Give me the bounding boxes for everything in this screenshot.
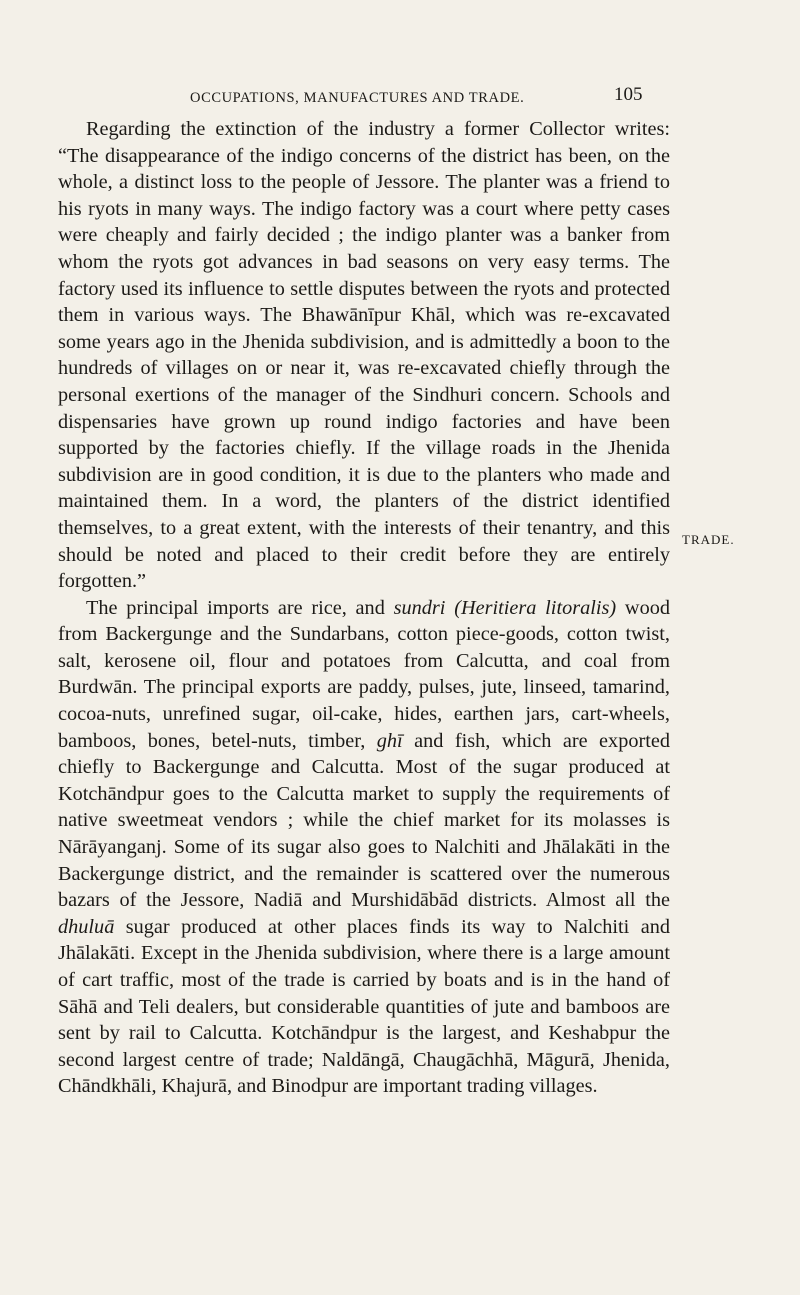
trade-text-1: The principal imports are rice, and [86,596,394,619]
trade-text-2 [445,597,454,619]
italic-sundri: sundri [393,596,446,619]
trade-text-4: and fish, which are exported chiefly to Backergunge and Calcutta. Most of the sugar produced at Kotchāndpur goes to the Calcutta market to supply the requirements of native sweetmeat vendors ; while the chief market for its molasses is Nārāyanganj. Some of its sugar also goes to Nalchiti and Jhālakāti in the Backergunge district, and the remainder is scattered over the numerous bazars of the Jessore, Nadiā and Murshidābād districts. Almost all the [58,729,671,912]
page-header [0,84,800,114]
margin-sidenote: TRADE. [682,532,735,547]
page-number: 105 [614,84,643,105]
paragraph-collector-quote: Regarding the extinction of the industry a former Collector writes: “The disappearance of the indigo concerns of the district has been, on the whole, a distinct loss to the people of Jessore. The planter was a friend to his ryots in many ways. The indigo factory was a court where petty cases were cheaply and fairly decided ; the indigo planter was a banker from whom the ryots got advances in bad seasons on very easy terms. The factory used its influence to settle disputes between the ryots and protected them in various ways. The Bhawānīpur Khāl, which was re-excavated some years ago in the Jhenida subdivision, and is admittedly a boon to the hundreds of villages on or near it, was re-excavated chiefly through the personal exertions of the manager of the Sindhuri concern. Schools and dispensaries have grown up round indigo factories and have been supported by the factories chiefly. If the village roads in the Jhenida subdivision are in good condition, it is due to the planters who made and maintained them. In a word, the planters of the district identified themselves, to a great extent, with the interests of their tenantry, and this should be noted and placed to their credit before they are entirely forgotten.” [58,118,670,593]
paragraph-trade [58,595,670,1100]
italic-dhulua: dhuluā [58,915,115,938]
trade-text-5: sugar produced at other places finds its way to Nalchiti and Jhālakāti. Except in the Jhenida subdivision, where there is a large amount of cart traffic, most of the trade is carried by boats and is in the hand of Sāhā and Teli dealers, but considerable quantities of jute and bamboos are sent by rail to Calcutta. Kotchāndpur is the largest, and Keshabpur the second largest centre of trade; Naldāngā, Chaugāchhā, Māgurā, Jhenida, Chāndkhāli, Khajurā, and Binodpur are important trading villages. [58,915,670,1098]
body-text [58,116,670,1100]
italic-heritiera: (Heritiera litoralis) [454,596,617,619]
trade-text-3: wood from Backergunge and the Sundarbans, cotton piece-goods, cotton twist, salt, kerosene oil, flour and potatoes from Calcutta, and coal from Burdwān. The principal exports are paddy, pulses, jute, linseed, tamarind, cocoa-nuts, unrefined sugar, oil-cake, hides, earthen jars, cart-wheels, bamboos, bones, betel-nuts, timber, [58,596,670,752]
running-head: OCCUPATIONS, MANUFACTURES AND TRADE. [190,90,525,106]
italic-ghi: ghī [376,729,403,752]
